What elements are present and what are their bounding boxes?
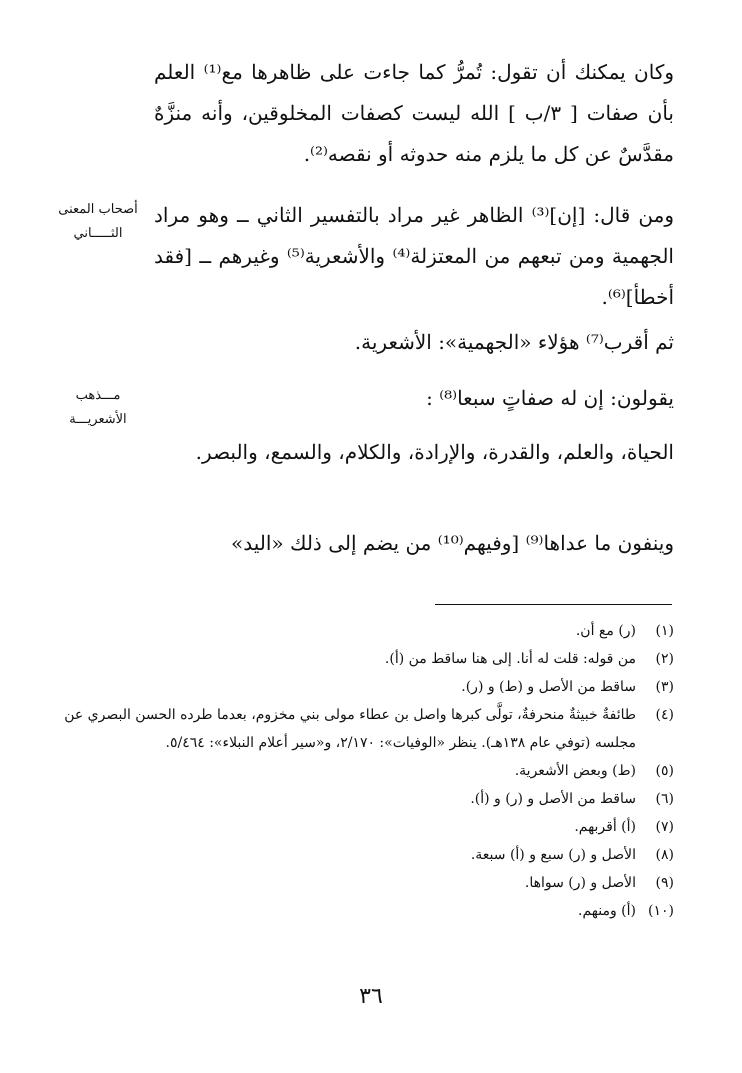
footnote [54, 897, 674, 925]
page-number: ٣٦ [359, 984, 383, 1009]
body-paragraph: وكان يمكنك أن تقول: تُمرُّ كما جاءت على ظاهرها مع⁽¹⁾ العلم بأن صفات [ ٣/ب ] الله ليست كصفات المخلوقين، وأنه منزَّهٌ مقدَّسٌ عن كل ما يلزم منه حدوثه أو نقصه⁽²⁾. [154, 60, 675, 166]
footnote [54, 645, 674, 673]
footnote-number: (١) [655, 623, 674, 639]
body-paragraph: وينفون ما عداها⁽⁹⁾ [وفيهم⁽¹⁰⁾ من يضم إلى ذلك «اليد» [230, 531, 674, 555]
footnote-text: ساقط من الأصل و (ر) و (أ). [470, 791, 636, 807]
footnote [54, 841, 674, 869]
footnote-number: (٤) [655, 707, 674, 723]
footnote [54, 869, 674, 897]
footnote-number: (٣) [655, 679, 674, 695]
footnote-number: (٨) [655, 847, 674, 863]
footnotes [54, 617, 674, 925]
footnote-number: (٦) [655, 791, 674, 807]
footnote-text: (ط) وبعض الأشعرية. [514, 763, 636, 779]
footnote-text: الأصل و (ر) سبع و (أ) سبعة. [470, 847, 636, 863]
body-paragraph: الحياة، والعلم، والقدرة، والإرادة، والكلام، والسمع، والبصر. [195, 440, 674, 464]
margin-note [44, 198, 152, 246]
footnote-text: الأصل و (ر) سواها. [524, 875, 636, 891]
footnote-text: (أ) أقربهم. [574, 819, 636, 835]
margin-note-line: الأشعريـــة [69, 412, 127, 427]
footnote-number: (١٠) [648, 903, 674, 919]
footnote-number: (٩) [655, 875, 674, 891]
footnote [54, 617, 674, 645]
footnote [54, 757, 674, 785]
footnote-text: (أ) ومنهم. [578, 903, 636, 919]
footnote [54, 785, 674, 813]
footnote [54, 673, 674, 701]
footnote-number: (٢) [655, 651, 674, 667]
footnote-text: (ر) مع أن. [575, 623, 636, 639]
footnote-text: ساقط من الأصل و (ط) و (ر). [461, 679, 636, 695]
body-paragraph: ومن قال: [إن]⁽³⁾ الظاهر غير مراد بالتفسير الثاني ــ وهو مراد الجهمية ومن تبعهم من المعتزلة⁽⁴⁾ والأشعرية⁽⁵⁾ وغيرهم ــ [فقد أخطأ]⁽⁶⁾. [154, 203, 674, 309]
footnote [54, 813, 674, 841]
margin-note-line: مـــذهب [75, 388, 121, 403]
footnote-number: (٥) [655, 763, 674, 779]
margin-note-line: الثـــــاني [73, 226, 123, 241]
footnote-number: (٧) [655, 819, 674, 835]
body-paragraph: ثم أقرب⁽⁷⁾ هؤلاء «الجهمية»: الأشعرية. [354, 330, 674, 354]
footnote-text: من قوله: قلت له أنا. إلى هنا ساقط من (أ). [384, 651, 636, 667]
footnote-text: طائفةٌ خبيثةٌ منحرفةٌ، تولَّى كبرها واصل بن عطاء مولى بني مخزوم، بعدما طرده الحسن البصري عن مجلسه (توفي عام ١٣٨هـ). ينظر «الوفيات»: ٢/١٧٠، و«سير أعلام النبلاء»: ٥/٤٦٤. [64, 707, 636, 751]
margin-note [44, 384, 152, 432]
footnote [54, 701, 674, 757]
margin-note-line: أصحاب المعنى [58, 202, 138, 217]
footnote-divider [435, 604, 672, 605]
body-paragraph: يقولون: إن له صفاتٍ سبعا⁽⁸⁾ : [426, 386, 674, 410]
